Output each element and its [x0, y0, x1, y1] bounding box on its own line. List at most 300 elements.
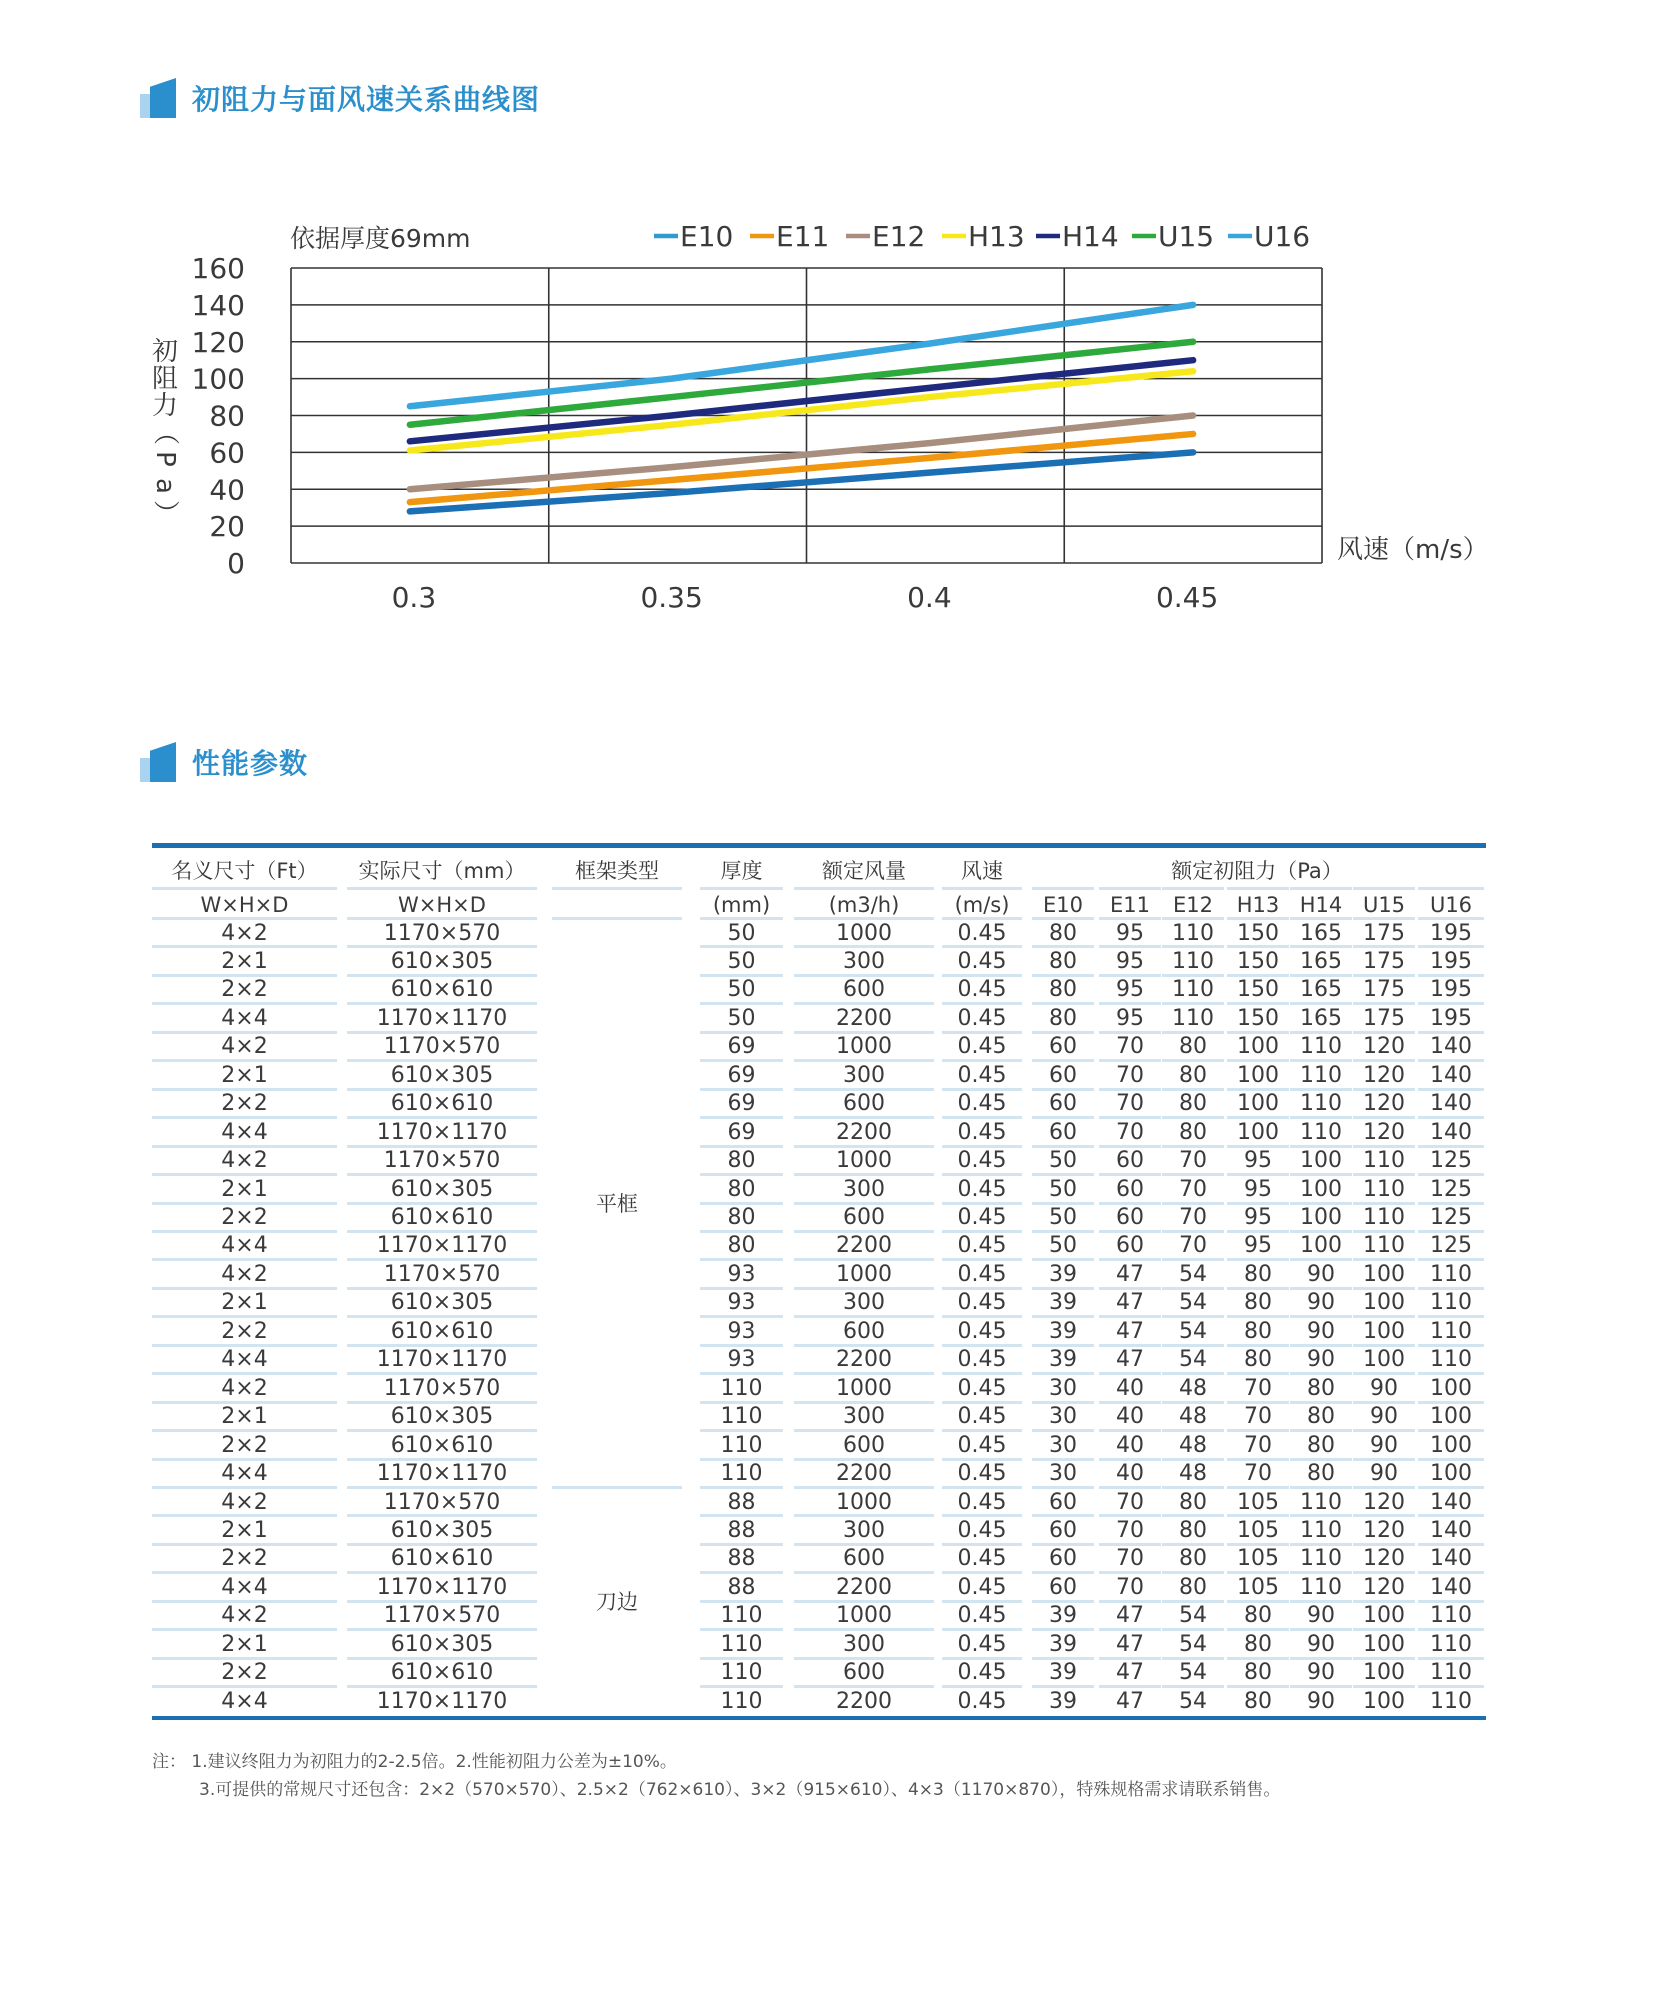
row-separator — [552, 887, 682, 890]
series-line-e11 — [410, 434, 1193, 502]
cell-u16: 110 — [1430, 1290, 1472, 1316]
header-airflow: 额定风量 — [822, 859, 906, 883]
cell-e12: 48 — [1179, 1375, 1207, 1401]
cell-thickness: 80 — [727, 1205, 756, 1230]
cell-h14: 165 — [1300, 948, 1342, 974]
cell-e11: 47 — [1116, 1318, 1144, 1344]
cell-h14: 165 — [1300, 1005, 1342, 1031]
cell-nominal-size: 4×4 — [221, 1233, 268, 1259]
cell-u15: 100 — [1363, 1290, 1405, 1316]
legend-label-h13: H13 — [968, 220, 1025, 253]
cell-velocity: 0.45 — [957, 1148, 1007, 1174]
cell-h13: 105 — [1237, 1489, 1279, 1515]
cell-h13: 150 — [1237, 948, 1279, 974]
cell-e11: 47 — [1116, 1688, 1144, 1714]
cell-u16: 140 — [1430, 1574, 1472, 1600]
cell-e12: 80 — [1179, 1091, 1207, 1117]
cell-actual-size: 1170×1170 — [376, 1233, 508, 1259]
header-grade-e12: E12 — [1173, 893, 1213, 917]
cell-e12: 80 — [1179, 1034, 1207, 1060]
cell-e12: 54 — [1179, 1261, 1207, 1287]
cell-velocity: 0.45 — [957, 1062, 1007, 1088]
cell-u16: 100 — [1430, 1461, 1472, 1487]
cell-velocity: 0.45 — [957, 1347, 1007, 1373]
cell-h13: 80 — [1244, 1631, 1272, 1657]
cell-airflow: 1000 — [836, 1603, 892, 1629]
cell-h14: 90 — [1307, 1318, 1335, 1344]
cell-h14: 90 — [1307, 1603, 1335, 1629]
cell-airflow: 300 — [843, 1176, 885, 1202]
cell-nominal-size: 2×1 — [221, 1290, 268, 1316]
cell-e10: 50 — [1049, 1148, 1077, 1174]
cell-u15: 110 — [1363, 1233, 1405, 1259]
y-axis-label-char: （ — [150, 418, 180, 446]
header-nominal-size: 名义尺寸（Ft） — [171, 859, 318, 883]
frame-type-group-label: 刀边 — [596, 1590, 638, 1615]
cell-u15: 175 — [1363, 1005, 1405, 1031]
cell-velocity: 0.45 — [957, 1660, 1007, 1686]
cell-e10: 39 — [1049, 1603, 1077, 1629]
cell-nominal-size: 4×4 — [221, 1688, 268, 1714]
header-airflow-unit: (m3/h) — [828, 893, 900, 917]
cell-e11: 70 — [1116, 1574, 1144, 1600]
table-section-title-text: 性能参数 — [192, 747, 309, 780]
cell-e12: 48 — [1179, 1461, 1207, 1487]
cell-h14: 110 — [1300, 1517, 1342, 1543]
cell-nominal-size: 2×1 — [221, 1176, 268, 1202]
cell-nominal-size: 4×4 — [221, 1347, 268, 1373]
cell-nominal-size: 4×2 — [221, 1375, 268, 1401]
cell-actual-size: 610×305 — [390, 948, 494, 974]
cell-thickness: 50 — [727, 1005, 756, 1031]
cell-e10: 80 — [1049, 1005, 1077, 1031]
cell-actual-size: 610×305 — [390, 1404, 494, 1430]
cell-velocity: 0.45 — [957, 1546, 1007, 1572]
cell-e12: 70 — [1179, 1148, 1207, 1174]
cell-e12: 70 — [1179, 1176, 1207, 1202]
chart-section-title-text: 初阻力与面风速关系曲线图 — [192, 83, 541, 116]
cell-h13: 70 — [1244, 1461, 1272, 1487]
cell-u15: 120 — [1363, 1489, 1405, 1515]
cell-e10: 80 — [1049, 977, 1077, 1003]
cell-velocity: 0.45 — [957, 1375, 1007, 1401]
cell-nominal-size: 4×2 — [221, 1034, 268, 1060]
cell-u15: 175 — [1363, 948, 1405, 974]
cell-u16: 110 — [1430, 1347, 1472, 1373]
cell-actual-size: 610×610 — [390, 1546, 494, 1572]
cell-e12: 80 — [1179, 1517, 1207, 1543]
header-velocity-unit: (m/s) — [954, 893, 1010, 917]
cell-airflow: 2200 — [836, 1574, 892, 1600]
cell-h13: 95 — [1244, 1176, 1272, 1202]
cell-actual-size: 1170×570 — [383, 1261, 501, 1287]
cell-e11: 70 — [1116, 1489, 1144, 1515]
cell-h13: 100 — [1237, 1119, 1279, 1145]
cell-h14: 110 — [1300, 1489, 1342, 1515]
cell-airflow: 1000 — [836, 1034, 892, 1060]
cell-e11: 70 — [1116, 1034, 1144, 1060]
cell-u15: 120 — [1363, 1119, 1405, 1145]
cell-h13: 80 — [1244, 1318, 1272, 1344]
header-grade-e11: E11 — [1110, 893, 1150, 917]
cell-thickness: 50 — [727, 948, 756, 974]
cell-h14: 110 — [1300, 1034, 1342, 1060]
row-separator — [1099, 887, 1161, 890]
header-grade-u16: U16 — [1429, 893, 1473, 917]
cell-airflow: 2200 — [836, 1347, 892, 1373]
chart-legend — [654, 220, 1310, 253]
cell-e10: 50 — [1049, 1176, 1077, 1202]
cell-h14: 100 — [1300, 1148, 1342, 1174]
header-actual-whd: W×H×D — [398, 893, 486, 917]
cell-nominal-size: 2×2 — [221, 1205, 268, 1230]
cell-e11: 47 — [1116, 1290, 1144, 1316]
cell-velocity: 0.45 — [957, 1574, 1007, 1600]
cell-thickness: 93 — [727, 1261, 756, 1287]
cell-nominal-size: 2×2 — [221, 1432, 268, 1458]
cell-velocity: 0.45 — [957, 1603, 1007, 1629]
cell-h13: 80 — [1244, 1290, 1272, 1316]
cell-nominal-size: 2×1 — [221, 1062, 268, 1088]
table-notes — [152, 1748, 1280, 1804]
cell-h14: 110 — [1300, 1119, 1342, 1145]
cell-thickness: 80 — [727, 1176, 756, 1202]
x-axis-label: 风速（m/s） — [1337, 535, 1489, 565]
cell-e10: 39 — [1049, 1261, 1077, 1287]
header-initial-resistance: 额定初阻力（Pa） — [1171, 859, 1343, 883]
cell-e11: 70 — [1116, 1546, 1144, 1572]
cell-actual-size: 1170×570 — [383, 1034, 501, 1060]
header-grade-e10: E10 — [1043, 893, 1083, 917]
cell-nominal-size: 4×2 — [221, 1489, 268, 1515]
cell-velocity: 0.45 — [957, 1489, 1007, 1515]
cell-h14: 90 — [1307, 1631, 1335, 1657]
cell-airflow: 600 — [843, 1660, 885, 1686]
cell-e11: 60 — [1116, 1233, 1144, 1259]
y-tick-label: 100 — [191, 362, 245, 396]
cell-u15: 100 — [1363, 1261, 1405, 1287]
cell-u15: 120 — [1363, 1546, 1405, 1572]
cell-airflow: 300 — [843, 948, 885, 974]
cell-u16: 110 — [1430, 1660, 1472, 1686]
cell-u16: 140 — [1430, 1546, 1472, 1572]
cell-e11: 60 — [1116, 1205, 1144, 1230]
cell-e12: 54 — [1179, 1318, 1207, 1344]
cell-e12: 110 — [1172, 977, 1214, 1003]
cell-actual-size: 610×610 — [390, 1660, 494, 1686]
header-velocity: 风速 — [961, 859, 1003, 883]
cell-airflow: 600 — [843, 977, 885, 1003]
cell-h14: 165 — [1300, 977, 1342, 1003]
cell-thickness: 93 — [727, 1290, 756, 1316]
row-separator — [152, 887, 337, 890]
cell-e12: 54 — [1179, 1631, 1207, 1657]
note-line-1: 注： 1.建议终阻力为初阻力的2-2.5倍。2.性能初阻力公差为±10%。 — [152, 1752, 677, 1772]
cell-actual-size: 1170×1170 — [376, 1688, 508, 1714]
cell-e12: 70 — [1179, 1205, 1207, 1230]
cell-actual-size: 610×305 — [390, 1517, 494, 1543]
cell-velocity: 0.45 — [957, 1176, 1007, 1202]
y-tick-label: 80 — [209, 399, 245, 433]
frame-type-group-label: 平框 — [596, 1192, 638, 1216]
cell-nominal-size: 2×1 — [221, 1517, 268, 1543]
cell-nominal-size: 4×2 — [221, 1261, 268, 1287]
cell-nominal-size: 4×4 — [221, 1574, 268, 1600]
cell-nominal-size: 4×4 — [221, 1119, 268, 1145]
cell-u15: 90 — [1370, 1375, 1398, 1401]
cell-h14: 110 — [1300, 1574, 1342, 1600]
cell-e11: 47 — [1116, 1660, 1144, 1686]
cell-nominal-size: 4×2 — [221, 920, 268, 946]
cell-velocity: 0.45 — [957, 1261, 1007, 1287]
cell-e12: 80 — [1179, 1489, 1207, 1515]
cell-h13: 105 — [1237, 1574, 1279, 1600]
cell-e11: 70 — [1116, 1119, 1144, 1145]
cell-velocity: 0.45 — [957, 1517, 1007, 1543]
y-axis-label-char: a — [150, 478, 180, 494]
cell-airflow: 1000 — [836, 1375, 892, 1401]
cell-e10: 60 — [1049, 1062, 1077, 1088]
series-e11 — [410, 434, 1193, 502]
cell-e11: 40 — [1116, 1404, 1144, 1430]
legend-label-e11: E11 — [776, 220, 830, 253]
cell-actual-size: 1170×1170 — [376, 1461, 508, 1487]
cell-velocity: 0.45 — [957, 1290, 1007, 1316]
cell-u15: 100 — [1363, 1688, 1405, 1714]
cell-e12: 54 — [1179, 1347, 1207, 1373]
cell-actual-size: 610×610 — [390, 1318, 494, 1344]
cell-e10: 60 — [1049, 1546, 1077, 1572]
cell-thickness: 69 — [727, 1034, 756, 1060]
cell-h13: 70 — [1244, 1432, 1272, 1458]
cell-h14: 90 — [1307, 1347, 1335, 1373]
cell-u15: 100 — [1363, 1603, 1405, 1629]
cell-h13: 80 — [1244, 1688, 1272, 1714]
cell-e11: 60 — [1116, 1176, 1144, 1202]
legend-label-u16: U16 — [1254, 220, 1311, 253]
header-grade-h13: H13 — [1236, 893, 1280, 917]
cell-e11: 70 — [1116, 1062, 1144, 1088]
cell-actual-size: 1170×570 — [383, 1603, 501, 1629]
cell-airflow: 1000 — [836, 1261, 892, 1287]
y-tick-label: 0 — [227, 547, 245, 580]
cell-actual-size: 1170×1170 — [376, 1005, 508, 1031]
cell-e10: 50 — [1049, 1205, 1077, 1230]
cell-velocity: 0.45 — [957, 1034, 1007, 1060]
cell-h14: 110 — [1300, 1062, 1342, 1088]
cell-velocity: 0.45 — [957, 1631, 1007, 1657]
cell-thickness: 80 — [727, 1233, 756, 1259]
cell-e12: 80 — [1179, 1546, 1207, 1572]
cell-u16: 140 — [1430, 1517, 1472, 1543]
cell-actual-size: 610×305 — [390, 1176, 494, 1202]
cell-actual-size: 1170×1170 — [376, 1347, 508, 1373]
cell-e10: 39 — [1049, 1290, 1077, 1316]
cell-u16: 125 — [1430, 1205, 1472, 1230]
row-separator — [1353, 887, 1415, 890]
y-tick-label: 140 — [191, 288, 245, 322]
cell-e10: 60 — [1049, 1489, 1077, 1515]
cell-actual-size: 610×305 — [390, 1062, 494, 1088]
legend-label-u15: U15 — [1158, 220, 1215, 253]
cell-actual-size: 610×305 — [390, 1631, 494, 1657]
row-separator — [1227, 887, 1289, 890]
cell-h13: 100 — [1237, 1034, 1279, 1060]
frame-group-separator — [552, 1486, 682, 1489]
cell-u16: 100 — [1430, 1432, 1472, 1458]
cell-velocity: 0.45 — [957, 1461, 1007, 1487]
cell-e10: 30 — [1049, 1432, 1077, 1458]
cell-e11: 95 — [1116, 920, 1144, 946]
cell-e11: 40 — [1116, 1432, 1144, 1458]
y-tick-label: 60 — [209, 436, 245, 470]
cell-airflow: 2200 — [836, 1119, 892, 1145]
cell-actual-size: 1170×1170 — [376, 1574, 508, 1600]
cell-thickness: 69 — [727, 1119, 756, 1145]
cell-e12: 110 — [1172, 1005, 1214, 1031]
y-tick-label: 40 — [209, 473, 245, 507]
cell-u16: 140 — [1430, 1091, 1472, 1117]
cell-actual-size: 610×610 — [390, 977, 494, 1003]
cell-velocity: 0.45 — [957, 1688, 1007, 1714]
cell-u16: 195 — [1430, 948, 1472, 974]
cell-e12: 80 — [1179, 1119, 1207, 1145]
cell-airflow: 300 — [843, 1404, 885, 1430]
chart-subtitle: 依据厚度69mm — [290, 224, 471, 253]
cell-thickness: 93 — [727, 1347, 756, 1373]
cell-nominal-size: 2×1 — [221, 948, 268, 974]
cell-thickness: 110 — [720, 1404, 763, 1430]
row-separator — [942, 887, 1022, 890]
cell-velocity: 0.45 — [957, 1233, 1007, 1259]
cell-e11: 47 — [1116, 1261, 1144, 1287]
cell-thickness: 80 — [727, 1148, 756, 1174]
cell-e10: 60 — [1049, 1034, 1077, 1060]
cell-u16: 110 — [1430, 1318, 1472, 1344]
y-axis-label-char: 阻 — [151, 364, 179, 394]
cell-e12: 80 — [1179, 1574, 1207, 1600]
row-separator — [1290, 887, 1352, 890]
cell-e10: 30 — [1049, 1375, 1077, 1401]
header-grade-h14: H14 — [1299, 893, 1343, 917]
cell-u16: 125 — [1430, 1148, 1472, 1174]
cell-u16: 110 — [1430, 1688, 1472, 1714]
cell-actual-size: 1170×570 — [383, 920, 501, 946]
cell-h13: 105 — [1237, 1517, 1279, 1543]
cell-e12: 110 — [1172, 920, 1214, 946]
cell-e10: 60 — [1049, 1574, 1077, 1600]
cell-u15: 110 — [1363, 1205, 1405, 1230]
cell-e11: 47 — [1116, 1347, 1144, 1373]
cell-h14: 90 — [1307, 1261, 1335, 1287]
cell-e11: 40 — [1116, 1461, 1144, 1487]
cell-u16: 125 — [1430, 1176, 1472, 1202]
cell-u15: 110 — [1363, 1148, 1405, 1174]
cell-u16: 110 — [1430, 1631, 1472, 1657]
cell-actual-size: 1170×570 — [383, 1375, 501, 1401]
resistance-velocity-chart — [0, 0, 1654, 640]
cell-nominal-size: 4×4 — [221, 1461, 268, 1487]
cell-h14: 80 — [1307, 1432, 1335, 1458]
cell-airflow: 1000 — [836, 920, 892, 946]
cell-u16: 125 — [1430, 1233, 1472, 1259]
cell-airflow: 2200 — [836, 1005, 892, 1031]
cell-e10: 39 — [1049, 1631, 1077, 1657]
cell-u15: 100 — [1363, 1660, 1405, 1686]
cell-e11: 95 — [1116, 977, 1144, 1003]
legend-label-e10: E10 — [680, 220, 734, 253]
cell-u16: 100 — [1430, 1375, 1472, 1401]
cell-airflow: 600 — [843, 1546, 885, 1572]
cell-h13: 150 — [1237, 1005, 1279, 1031]
cell-velocity: 0.45 — [957, 1091, 1007, 1117]
cell-thickness: 88 — [727, 1517, 756, 1543]
cell-nominal-size: 2×2 — [221, 1318, 268, 1344]
cell-nominal-size: 2×2 — [221, 1660, 268, 1686]
cell-actual-size: 610×305 — [390, 1290, 494, 1316]
cell-u15: 100 — [1363, 1631, 1405, 1657]
cell-velocity: 0.45 — [957, 1005, 1007, 1031]
cell-actual-size: 610×610 — [390, 1205, 494, 1230]
cell-u15: 120 — [1363, 1574, 1405, 1600]
cell-velocity: 0.45 — [957, 920, 1007, 946]
cell-e11: 95 — [1116, 948, 1144, 974]
cell-velocity: 0.45 — [957, 948, 1007, 974]
cell-actual-size: 610×610 — [390, 1432, 494, 1458]
x-tick-label: 0.45 — [1155, 581, 1219, 614]
cell-u15: 175 — [1363, 977, 1405, 1003]
cell-thickness: 110 — [720, 1603, 763, 1629]
header-thickness: 厚度 — [720, 859, 763, 883]
cell-h13: 70 — [1244, 1404, 1272, 1430]
cell-velocity: 0.45 — [957, 1404, 1007, 1430]
header-thickness-unit: (mm) — [712, 893, 771, 917]
cell-airflow: 600 — [843, 1091, 885, 1117]
cell-e12: 70 — [1179, 1233, 1207, 1259]
cell-airflow: 300 — [843, 1062, 885, 1088]
cell-thickness: 110 — [720, 1375, 763, 1401]
cell-e10: 60 — [1049, 1119, 1077, 1145]
cell-u16: 110 — [1430, 1603, 1472, 1629]
cell-airflow: 2200 — [836, 1688, 892, 1714]
cell-h13: 80 — [1244, 1261, 1272, 1287]
header-nominal-whd: W×H×D — [200, 893, 289, 917]
cell-thickness: 88 — [727, 1489, 756, 1515]
cell-h13: 150 — [1237, 920, 1279, 946]
row-separator — [700, 887, 783, 890]
y-tick-label: 160 — [191, 252, 245, 285]
cell-u15: 90 — [1370, 1404, 1398, 1430]
cell-e12: 80 — [1179, 1062, 1207, 1088]
cell-u15: 120 — [1363, 1034, 1405, 1060]
cell-u16: 195 — [1430, 1005, 1472, 1031]
x-axis-ticks — [392, 581, 1219, 614]
cell-thickness: 110 — [720, 1461, 763, 1487]
header-frame-type: 框架类型 — [575, 859, 659, 883]
cell-velocity: 0.45 — [957, 1119, 1007, 1145]
cell-thickness: 69 — [727, 1091, 756, 1117]
cell-thickness: 69 — [727, 1062, 756, 1088]
legend-label-e12: E12 — [872, 220, 926, 253]
cell-velocity: 0.45 — [957, 1205, 1007, 1230]
table-top-rule — [152, 843, 1486, 848]
row-separator — [552, 917, 682, 920]
cell-u15: 100 — [1363, 1318, 1405, 1344]
cell-airflow: 1000 — [836, 1148, 892, 1174]
cell-thickness: 110 — [720, 1432, 763, 1458]
cell-e10: 39 — [1049, 1347, 1077, 1373]
cell-h14: 90 — [1307, 1290, 1335, 1316]
